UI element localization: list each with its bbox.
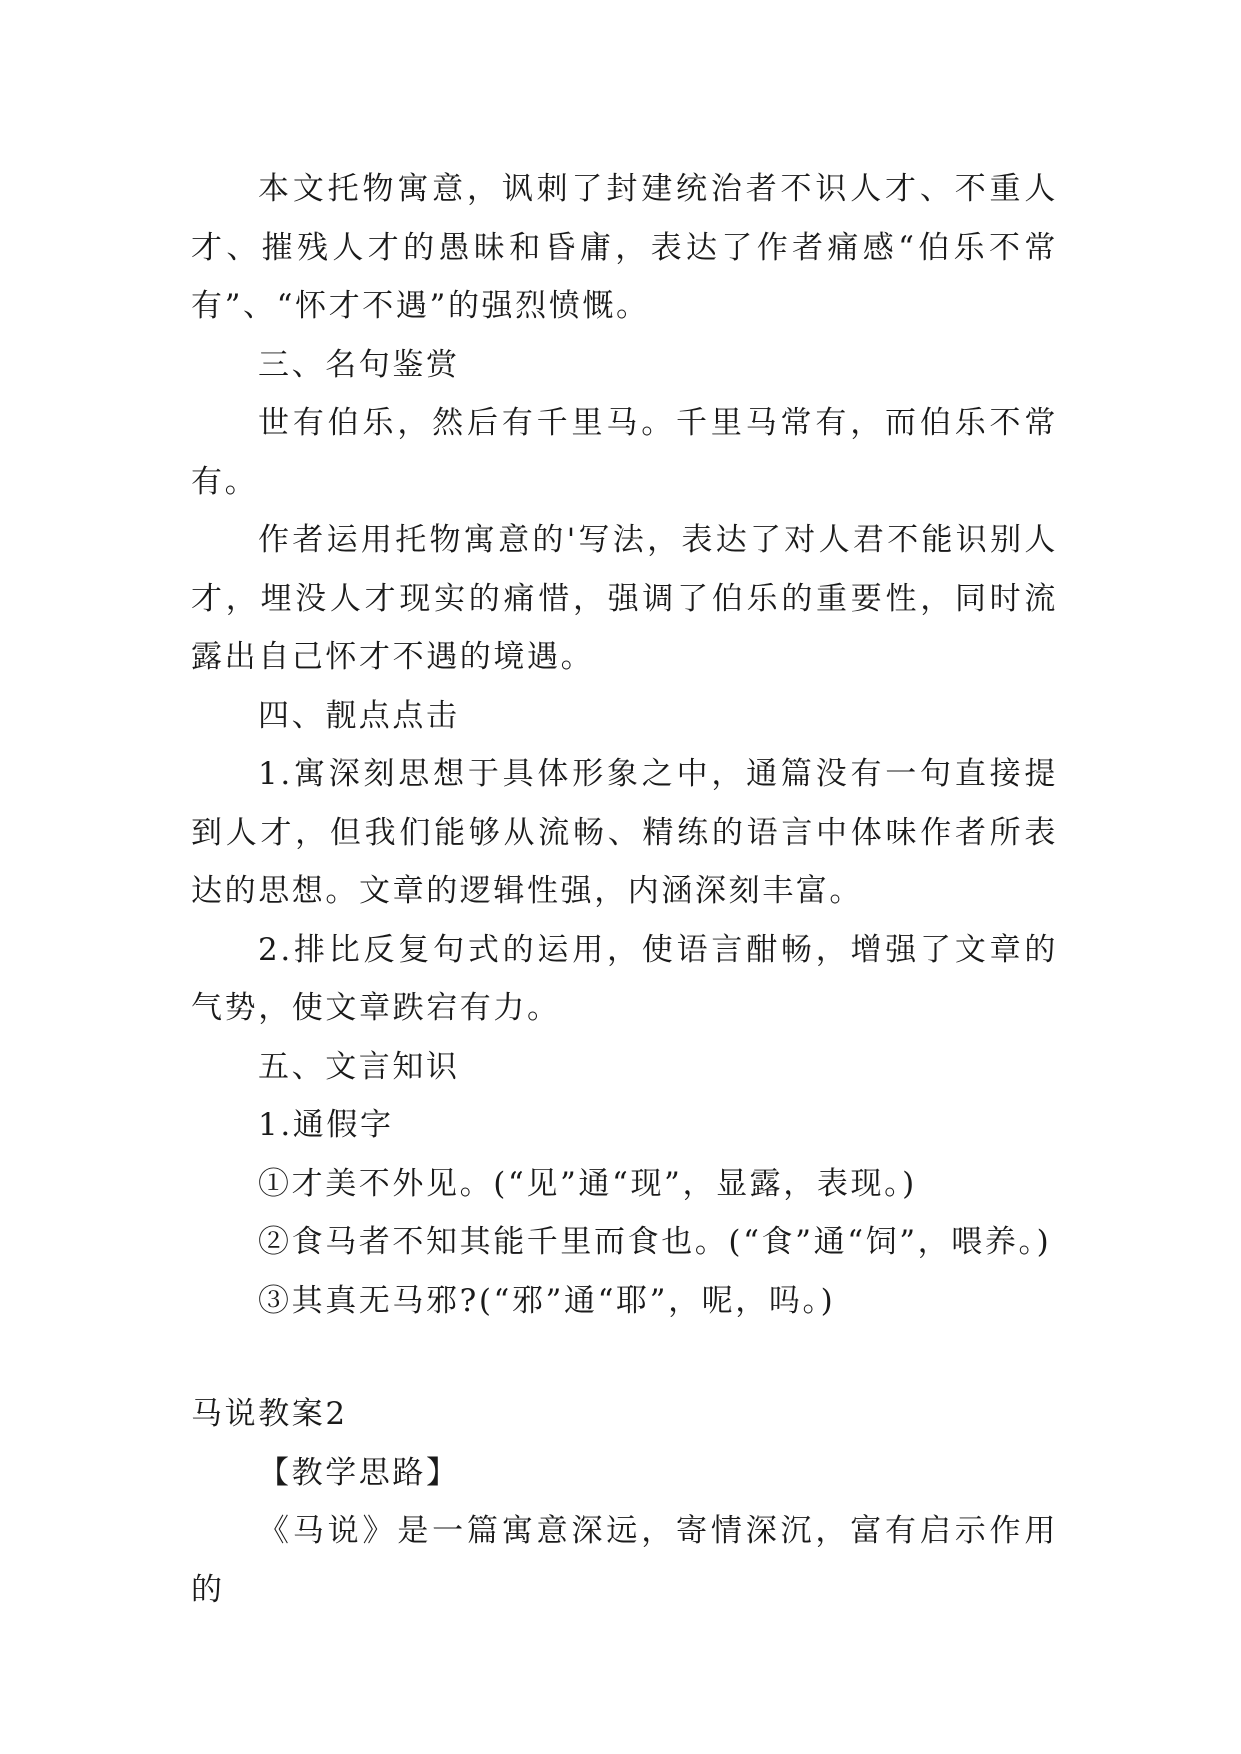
paragraph: 作者运用托物寓意的'写法，表达了对人君不能识别人才，埋没人才现实的痛惜，强调了伯乐的重要性，同时流露出自己怀才不遇的境遇。 xyxy=(191,522,1058,675)
paragraph: 2.排比反复句式的运用，使语言酣畅，增强了文章的气势，使文章跌宕有力。 xyxy=(191,931,1058,1026)
list-item: ②食马者不知其能千里而食也。(“食”通“饲”，喂养。) xyxy=(258,1224,1052,1260)
subheading: 1.通假字 xyxy=(258,1107,394,1143)
section-gap xyxy=(191,1330,1058,1385)
subheading: 【教学思路】 xyxy=(258,1454,460,1491)
document-page xyxy=(191,160,1058,1619)
section-heading: 五、文言知识 xyxy=(258,1048,460,1085)
paragraph: 世有伯乐，然后有千里马。千里马常有，而伯乐不常有。 xyxy=(191,405,1058,500)
section-heading: 四、靓点点击 xyxy=(258,697,460,734)
section-title: 马说教案2 xyxy=(191,1396,348,1432)
paragraph: 1.寓深刻思想于具体形象之中，通篇没有一句直接提到人才，但我们能够从流畅、精练的语言中体味作者所表达的思想。文章的逻辑性强，内涵深刻丰富。 xyxy=(191,756,1058,909)
section-heading: 三、名句鉴赏 xyxy=(258,346,460,383)
list-item: ③其真无马邪?(“邪”通“耶”，呢，吗。) xyxy=(258,1282,836,1319)
list-item: ①才美不外见。(“见”通“现”，显露，表现。) xyxy=(258,1165,917,1202)
paragraph: 《马说》是一篇寓意深远，寄情深沉，富有启示作用的 xyxy=(191,1513,1058,1608)
paragraph: 本文托物寓意，讽刺了封建统治者不识人才、不重人才、摧残人才的愚昧和昏庸，表达了作者痛感“伯乐不常有”、“怀才不遇”的强烈愤慨。 xyxy=(191,171,1058,324)
